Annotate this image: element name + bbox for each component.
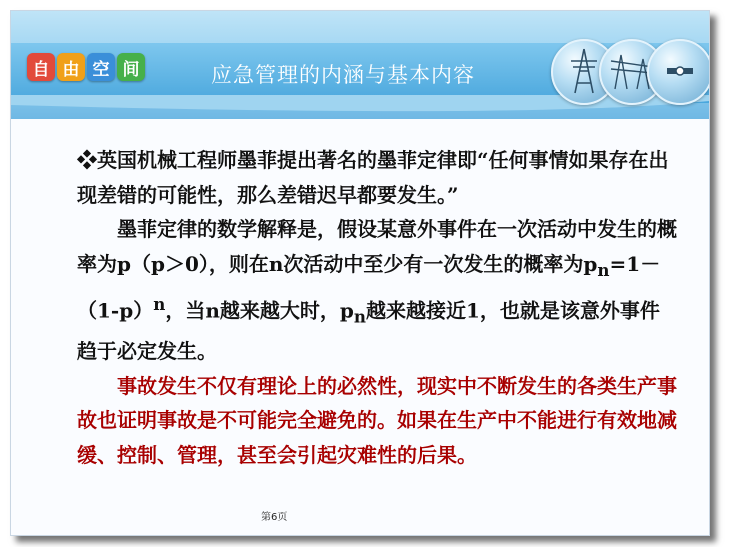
text-segment: =1－（1-p） xyxy=(77,251,661,323)
logo-char-1: 自 xyxy=(27,53,55,81)
paragraph-accident-inevitability: 事故发生不仅有理论上的必然性，现实中不断发生的各类生产事故也证明事故是不可能完全避免的。如果在生产中不能进行有效地减缓、控制、管理，甚至会引起灾难性的后果。 xyxy=(77,373,677,467)
subscript: n xyxy=(353,306,366,327)
page-title: 应急管理的内涵与基本内容 xyxy=(211,63,475,87)
text-segment: 越来越接近1，也就是该意外事件趋于必定发生。 xyxy=(77,298,660,364)
slide xyxy=(10,10,710,536)
bullet-icon: ❖ xyxy=(77,148,97,172)
page-number: 第6页 xyxy=(261,512,288,523)
paragraph-murphy-law xyxy=(77,143,677,212)
satellite-globe-icon xyxy=(647,39,710,105)
logo-char-3: 空 xyxy=(87,53,115,81)
subscript: n xyxy=(597,259,610,280)
logo xyxy=(27,53,145,81)
content xyxy=(77,143,677,472)
superscript: n xyxy=(153,294,166,314)
text-segment: 墨菲定律的数学解释是，假设某意外事件在一次活动中发生的概率为p（p＞0），则在n次活动中至少有一次发生的概率为p xyxy=(77,217,677,276)
header xyxy=(11,11,709,119)
logo-char-4: 间 xyxy=(117,53,145,81)
paragraph-text: 英国机械工程师墨菲提出著名的墨菲定律即“任何事情如果存在出现差错的可能性，那么差错迟早都要发生。” xyxy=(77,148,669,207)
text-segment: ，当n越来越大时，p xyxy=(165,298,354,323)
paragraph-math-explanation xyxy=(77,212,677,369)
logo-char-2: 由 xyxy=(57,53,85,81)
